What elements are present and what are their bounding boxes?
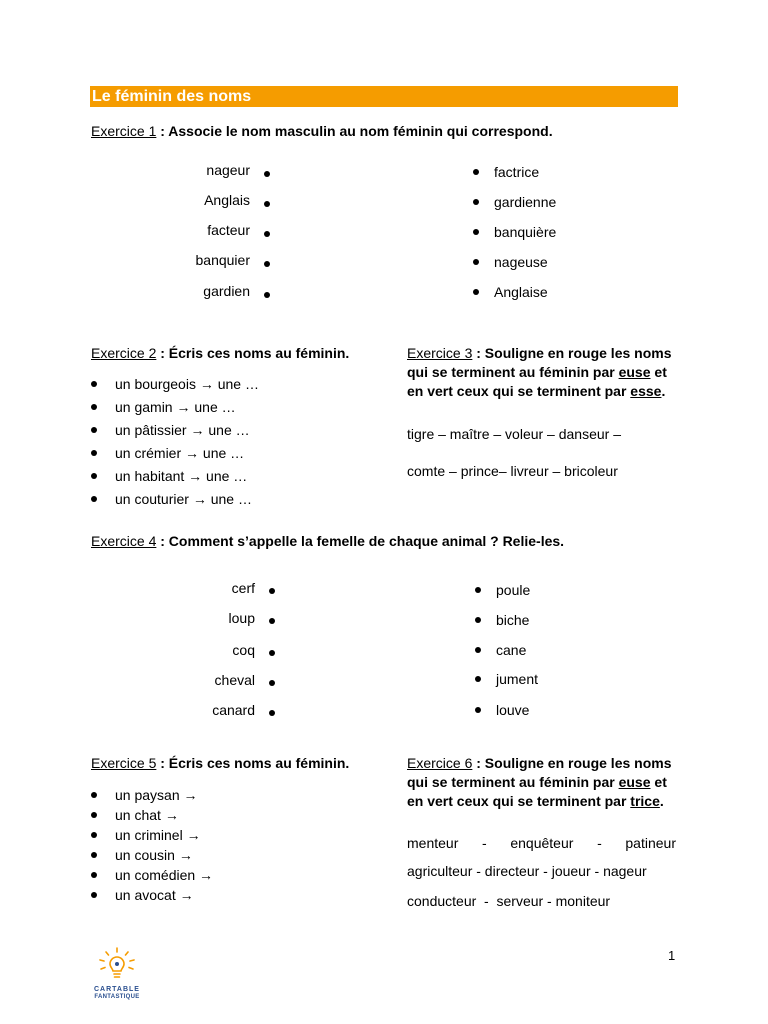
exercise-4-heading (91, 532, 564, 551)
exercise-2-label: Exercice 2 (91, 345, 157, 361)
page-number: 1 (668, 948, 676, 963)
ex1-right-dot[interactable] (473, 169, 479, 175)
ex1-left-dot[interactable] (264, 201, 270, 207)
ex4-left-item: cerf (231, 580, 255, 596)
exercise-5-heading (91, 754, 349, 773)
exercise-3-label: Exercice 3 (407, 345, 473, 361)
ex1-right-dot[interactable] (473, 199, 479, 205)
exercise-2-list: un bourgeois → une … un gamin → une … un pâtissier → une … un crémier → une … un habitant → une … un couturier → une … (91, 374, 381, 514)
exercise-3-words-line-2[interactable]: comte – prince– livreur – bricoleur (407, 463, 618, 479)
ex1-right-dot[interactable] (473, 289, 479, 295)
exercise-6-words-line-3[interactable]: conducteur - serveur - moniteur (407, 893, 611, 909)
ex4-right-dot[interactable] (475, 647, 481, 653)
ex4-left-dot[interactable] (269, 680, 275, 686)
exercise-2-heading (91, 344, 349, 363)
logo-text-line-2: FANTASTIQUE (94, 994, 140, 1000)
underlined-suffix: esse (630, 383, 662, 399)
underlined-suffix: euse (618, 774, 651, 790)
ex4-left-dot[interactable] (269, 588, 275, 594)
ex4-left-item: coq (232, 642, 255, 658)
exercise-1-heading (91, 122, 553, 141)
ex1-left-item: banquier (195, 252, 250, 268)
ex4-left-item: loup (228, 610, 255, 626)
ex4-right-dot[interactable] (475, 676, 481, 682)
exercise-5-list: un paysan → un chat → un criminel → un cousin → un comédien → un avocat → (91, 785, 381, 910)
ex1-left-dot[interactable] (264, 292, 270, 298)
ex4-left-item: cheval (214, 672, 255, 688)
ex4-left-dot[interactable] (269, 618, 275, 624)
ex4-left-dot[interactable] (269, 710, 275, 716)
ex1-left-item: gardien (203, 283, 250, 299)
logo-text-line-1: CARTABLE (94, 986, 140, 993)
exercise-6-words-line-1[interactable]: menteur - enquêteur - patineur (407, 835, 676, 851)
underlined-suffix: euse (618, 364, 651, 380)
exercise-4-label: Exercice 4 (91, 533, 157, 549)
page-title: Le féminin des noms (90, 86, 678, 107)
exercise-6-heading: Exercice 6 : Souligne en rouge les noms qui se terminent au féminin par euse et en vert ceux qui se terminent par trice. (407, 755, 672, 809)
ex1-right-dot[interactable] (473, 229, 479, 235)
exercise-4-instruction: : Comment s’appelle la femelle de chaque animal ? Relie-les. (156, 533, 565, 549)
exercise-3-words-line-1[interactable]: tigre – maître – voleur – danseur – (407, 426, 622, 442)
ex1-left-dot[interactable] (264, 171, 270, 177)
exercise-6-words-line-2[interactable]: agriculteur - directeur - joueur - nageur (407, 863, 647, 879)
lightbulb-icon (88, 946, 146, 986)
cartable-fantastique-logo (88, 946, 146, 1002)
ex4-right-dot[interactable] (475, 617, 481, 623)
ex1-left-item: Anglais (204, 192, 250, 208)
exercise-5-label: Exercice 5 (91, 755, 157, 771)
ex4-left-dot[interactable] (269, 650, 275, 656)
ex1-left-item: facteur (207, 222, 250, 238)
ex1-left-dot[interactable] (264, 231, 270, 237)
ex4-right-dot[interactable] (475, 707, 481, 713)
underlined-suffix: trice (630, 793, 660, 809)
exercise-1-label: Exercice 1 (91, 123, 157, 139)
ex4-left-item: canard (212, 702, 255, 718)
exercise-3-heading: Exercice 3 : Souligne en rouge les noms qui se terminent au féminin par euse et en vert ceux qui se terminent par esse. (407, 345, 672, 399)
ex1-left-dot[interactable] (264, 261, 270, 267)
exercise-1-instruction: : Associe le nom masculin au nom féminin qui correspond. (156, 123, 553, 139)
ex1-right-dot[interactable] (473, 259, 479, 265)
exercise-5-instruction: : Écris ces noms au féminin. (156, 755, 350, 771)
exercise-6-label: Exercice 6 (407, 755, 473, 771)
ex4-right-dot[interactable] (475, 587, 481, 593)
exercise-2-instruction: : Écris ces noms au féminin. (156, 345, 350, 361)
ex1-left-item: nageur (206, 162, 250, 178)
